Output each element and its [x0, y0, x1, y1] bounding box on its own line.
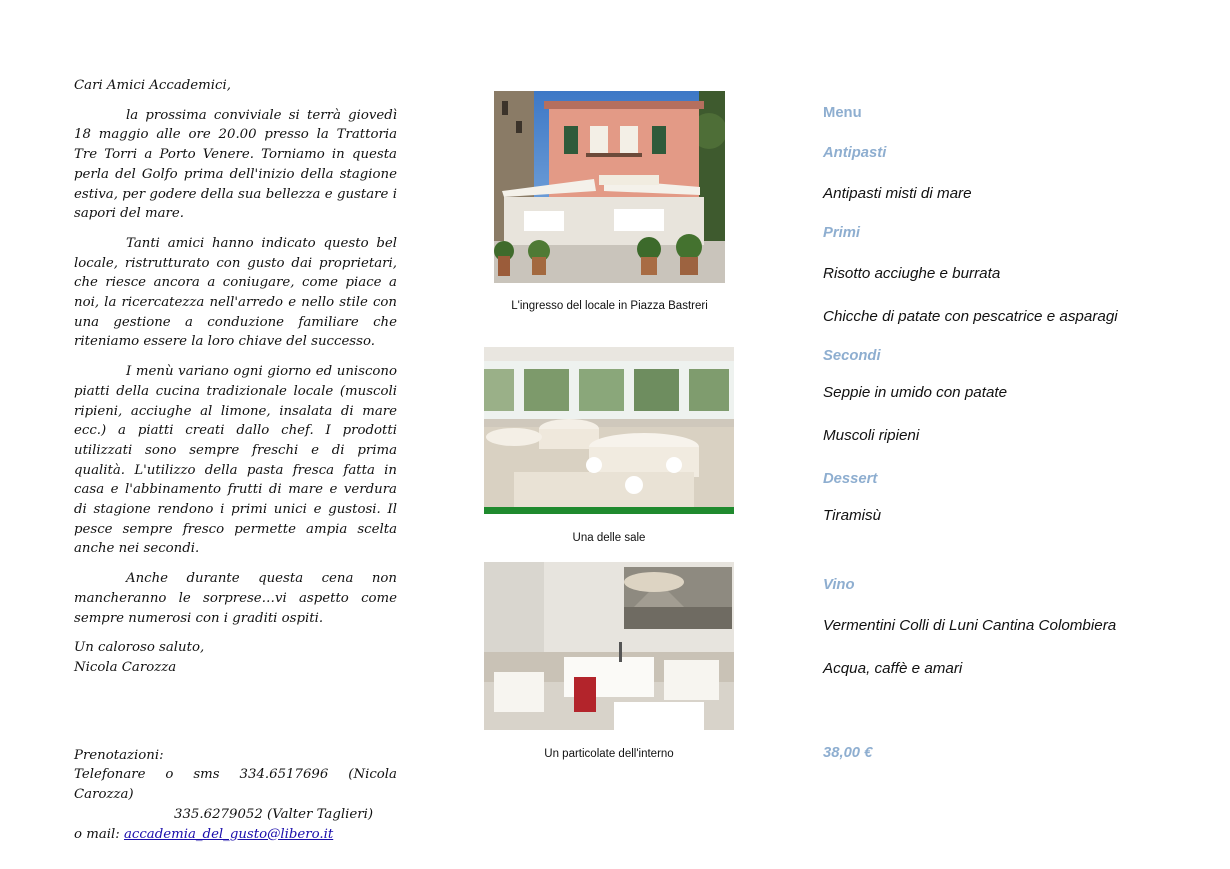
restaurant-entrance-image [494, 91, 725, 283]
booking-mail [74, 825, 397, 845]
menu-title: Menu [823, 105, 862, 121]
booking-info [74, 746, 397, 845]
menu-price: 38,00 € [823, 745, 873, 761]
menu-item: Risotto acciughe e burrata [823, 265, 1001, 282]
photo-restaurant-entrance [494, 91, 725, 283]
invitation-letter [74, 76, 397, 844]
menu-section-secondi: Secondi [823, 348, 881, 364]
photo-caption: Una delle sale [572, 532, 646, 544]
letter-signature: Nicola Carozza [74, 659, 177, 675]
letter-paragraph: Tanti amici hanno indicato questo bel locale, ristrutturato con gusto dai proprietari, che riesce ancora a coniugare, come piace a noi, la ricercatezza nell'arredo e nello stile con una gestione a conduzione familiare che riteniamo essere la loro chiave del successo. [74, 235, 397, 350]
photo-interior-detail [484, 562, 734, 730]
letter-closing: Un caloroso saluto, [74, 640, 205, 656]
photo-caption: L'ingresso del locale in Piazza Bastreri [511, 300, 708, 312]
menu-item: Antipasti misti di mare [823, 185, 972, 202]
menu-item: Acqua, caffè e amari [823, 660, 963, 677]
letter-greeting: Cari Amici Accademici, [74, 78, 231, 93]
menu-section-dessert: Dessert [823, 471, 878, 487]
booking-phone-1: Telefonare o sms 334.6517696 (Nicola Carozza) [74, 767, 397, 803]
menu-item: Seppie in umido con patate [823, 384, 1008, 401]
dining-room-image [484, 347, 734, 514]
menu-item: Vermentini Colli di Luni Cantina Colombiera [823, 617, 1117, 634]
photo-caption: Un particolate dell'interno [544, 748, 674, 760]
letter-paragraph: la prossima conviviale si terrà giovedì 18 maggio alle ore 20.00 presso la Trattoria Tre Torri a Porto Venere. Torniamo in questa perla del Golfo prima dell'inizio della stagione estiva, per godere della sua bellezza e gustare i sapori del mare. [74, 107, 397, 222]
menu-item: Muscoli ripieni [823, 427, 920, 444]
menu-item: Tiramisù [823, 507, 882, 524]
letter-paragraph: Anche durante questa cena non mancheranno le sorprese…vi aspetto come sempre numerosi con i graditi ospiti. [74, 571, 397, 626]
interior-detail-image [484, 562, 734, 730]
booking-title: Prenotazioni: [74, 747, 164, 763]
menu-section-vino: Vino [823, 577, 855, 593]
letter-paragraph: I menù variano ogni giorno ed uniscono piatti della cucina tradizionale locale (muscoli ripieni, acciughe al limone, insalata di mare ecc.) a piatti creati dallo chef. I prodotti utilizzati sono sempre freschi e di prima qualità. L'utilizzo della pasta fresca fatta in casa e l'abbinamento frutti di mare e verdura di stagione rendono i primi unici e gustosi. Il pesce sempre fresco permette ampia scelta anche nei secondi. [74, 364, 397, 557]
photo-dining-room [484, 347, 734, 514]
menu-section-primi: Primi [823, 225, 861, 241]
menu-section-antipasti: Antipasti [823, 145, 887, 161]
menu-item: Chicche di patate con pescatrice e asparagi [823, 308, 1118, 325]
booking-mail-prefix: o mail: [74, 826, 124, 842]
booking-phone-2: 335.6279052 (Valter Taglieri) [174, 806, 374, 822]
email-link[interactable]: accademia_del_gusto@libero.it [123, 826, 334, 842]
